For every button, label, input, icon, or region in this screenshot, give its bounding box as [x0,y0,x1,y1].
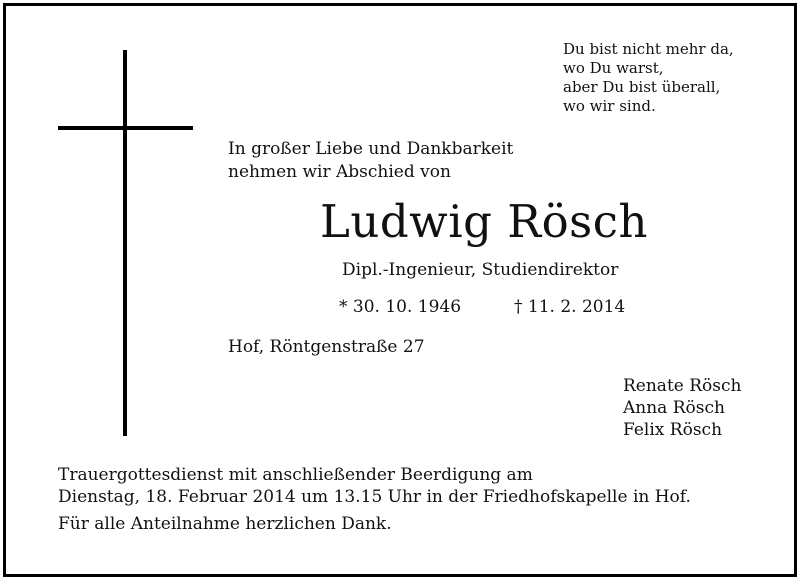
poem-line: wo wir sind. [563,97,656,115]
poem-line: wo Du warst, [563,59,664,77]
poem-line: Du bist nicht mehr da, [563,40,734,58]
deceased-name: Ludwig Rösch [320,195,648,248]
family-member: Renate Rösch [623,376,742,396]
family-signatures [623,375,741,441]
death-date: † 11. 2. 2014 [514,297,626,317]
service-line: Trauergottesdienst mit anschließender Beerdigung am [58,465,533,485]
deceased-title: Dipl.-Ingenieur, Studiendirektor [342,260,619,280]
service-line: Dienstag, 18. Februar 2014 um 13.15 Uhr in der Friedhofskapelle in Hof. [58,487,691,507]
service-info [58,464,691,508]
poem-line: aber Du bist überall, [563,78,721,96]
intro-text [228,138,513,184]
address: Hof, Röntgenstraße 27 [228,337,425,357]
thanks-note: Für alle Anteilnahme herzlichen Dank. [58,514,392,534]
intro-line: In großer Liebe und Dankbarkeit [228,139,514,159]
poem [563,40,783,116]
birth-date: * 30. 10. 1946 [339,297,462,317]
family-member: Felix Rösch [623,420,723,440]
cross-icon [123,50,127,436]
cross-icon-crossbar [58,126,193,130]
intro-line: nehmen wir Abschied von [228,162,451,182]
family-member: Anna Rösch [623,398,725,418]
